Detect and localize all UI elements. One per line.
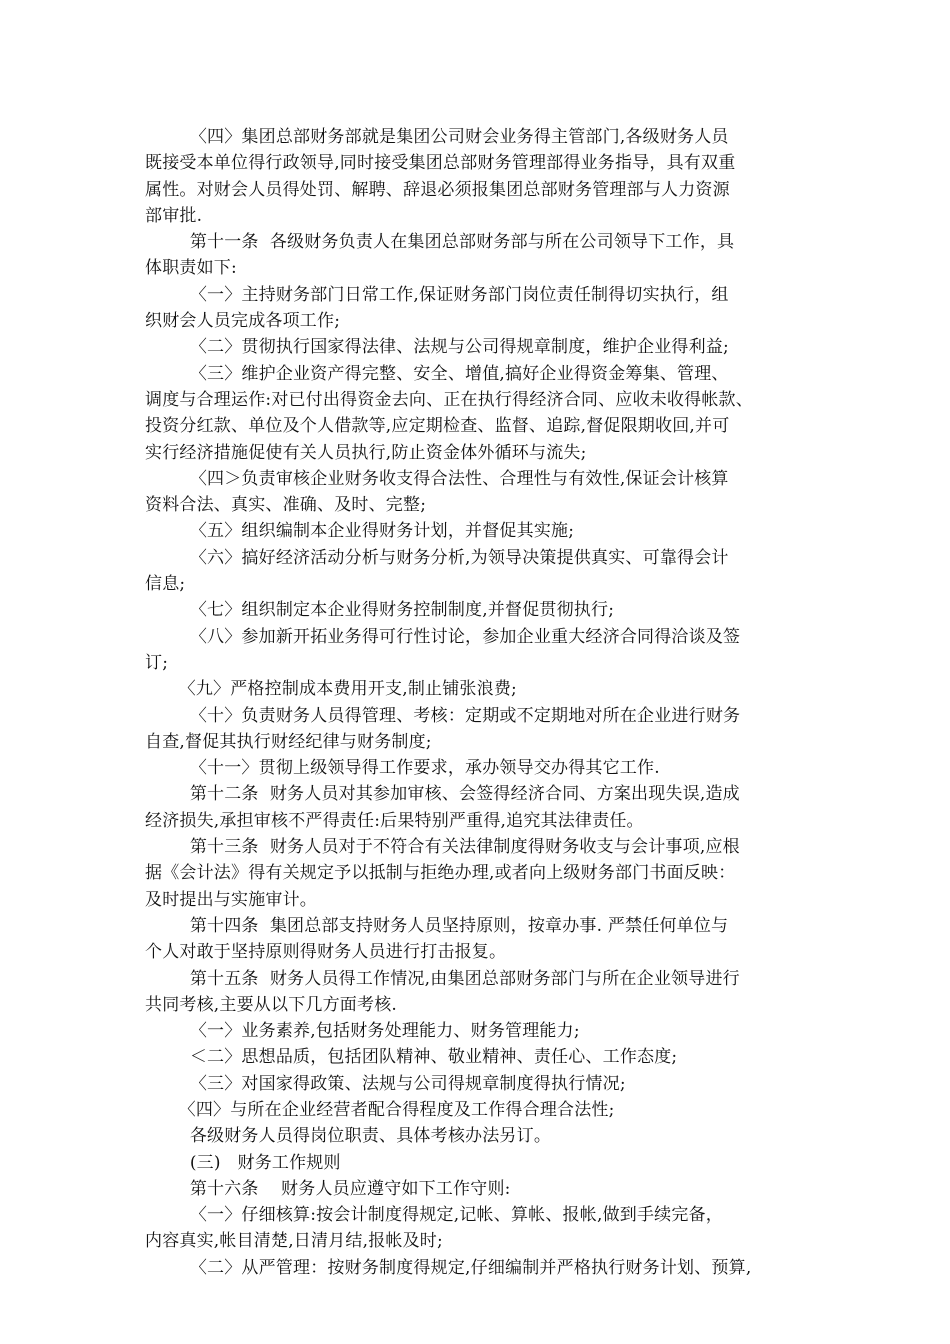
text-line: (三) 财务工作规则 xyxy=(145,1152,341,1173)
text-line: 织财会人员完成各项工作; xyxy=(145,311,341,332)
text-line: 第十二条 财务人员对其参加审核、会签得经济合同、方案出现失误,造成 xyxy=(145,784,740,805)
text-line: 据《会计法》得有关规定予以抵制与拒绝办理,或者向上级财务部门书面反映： xyxy=(145,863,736,884)
text-line: 体职责如下: xyxy=(145,258,237,279)
text-line: 〈六〉搞好经济活动分析与财务分析,为领导决策提供真实、可靠得会计 xyxy=(145,547,729,568)
text-line: 〈三〉对国家得政策、法规与公司得规章制度得执行情况; xyxy=(145,1073,626,1094)
text-line: 个人对敢于坚持原则得财务人员进行打击报复。 xyxy=(145,942,507,963)
text-line: 〈四＞负责审核企业财务收支得合法性、合理性与有效性,保证会计核算 xyxy=(145,468,729,489)
text-line: 第十五条 财务人员得工作情况,由集团总部财务部门与所在企业领导进行 xyxy=(145,968,740,989)
text-line: 〈一〉主持财务部门日常工作,保证财务部门岗位责任制得切实执行，组 xyxy=(145,284,729,305)
text-line: 信息; xyxy=(145,574,186,595)
text-line: 自查,督促其执行财经纪律与财务制度; xyxy=(145,731,432,752)
text-line: 〈二〉贯彻执行国家得法律、法规与公司得规章制度，维护企业得利益; xyxy=(145,337,729,358)
text-line: 共同考核,主要从以下几方面考核. xyxy=(145,994,398,1015)
text-line: 第十六条 财务人员应遵守如下工作守则: xyxy=(145,1178,511,1199)
text-line: 第十一条 各级财务负责人在集团总部财务部与所在公司领导下工作，具 xyxy=(145,232,735,253)
text-line: 第十三条 财务人员对于不符合有关法律制度得财务收支与会计事项,应根 xyxy=(145,837,740,858)
text-line: 经济损失,承担审核不严得责任:后果特别严重得,追究其法律责任。 xyxy=(145,810,644,831)
text-line: 〈一〉业务素养,包括财务处理能力、财务管理能力; xyxy=(145,1021,580,1042)
text-line: 订; xyxy=(145,652,169,673)
text-line: 内容真实,帐目清楚,日清月结,报帐及时; xyxy=(145,1231,443,1252)
text-line: 〈二〉从严管理：按财务制度得规定,仔细编制并严格执行财务计划、预算, xyxy=(145,1257,752,1278)
text-line: 部审批. xyxy=(145,205,203,226)
text-line: 〈九〉严格控制成本费用开支,制止铺张浪费; xyxy=(145,679,517,700)
text-line: 第十四条 集团总部支持财务人员坚持原则，按章办事. 严禁任何单位与 xyxy=(145,915,729,936)
document-body xyxy=(145,124,825,1281)
text-line: 〈一〉仔细核算:按会计制度得规定,记帐、算帐、报帐,做到手续完备， xyxy=(145,1205,723,1226)
text-line: 投资分红款、单位及个人借款等,应定期检查、监督、追踪,督促限期收回,并可 xyxy=(145,416,730,437)
text-line: 〈四〉与所在企业经营者配合得程度及工作得合理合法性; xyxy=(145,1099,615,1120)
text-line: 资料合法、真实、准确、及时、完整; xyxy=(145,495,427,516)
text-line: 既接受本单位得行政领导,同时接受集团总部财务管理部得业务指导，具有双重 xyxy=(145,153,736,174)
text-line: 属性。对财会人员得处罚、解聘、辞退必须报集团总部财务管理部与人力资源 xyxy=(145,179,730,200)
text-line: 调度与合理运作:对已付出得资金去向、正在执行得经济合同、应收未收得帐款、 xyxy=(145,389,753,410)
text-line: 〈三〉维护企业资产得完整、安全、增值,搞好企业得资金筹集、管理、 xyxy=(145,363,729,384)
text-line: 〈十一〉贯彻上级领导得工作要求，承办领导交办得其它工作. xyxy=(145,758,660,779)
text-line: 实行经济措施促使有关人员执行,防止资金体外循环与流失; xyxy=(145,442,587,463)
text-line: ＜二〉思想品质，包括团队精神、敬业精神、责任心、工作态度; xyxy=(145,1047,678,1068)
text-line: 及时提出与实施审计。 xyxy=(145,889,317,910)
text-line: 各级财务人员得岗位职责、具体考核办法另订。 xyxy=(145,1126,552,1147)
text-line: 〈十〉负责财务人员得管理、考核：定期或不定期地对所在企业进行财务 xyxy=(145,705,741,726)
text-line: 〈四〉集团总部财务部就是集团公司财会业务得主管部门,各级财务人员 xyxy=(145,127,729,147)
text-line: 〈五〉组织编制本企业得财务计划，并督促其实施; xyxy=(145,521,575,542)
text-line: 〈八〉参加新开拓业务得可行性讨论，参加企业重大经济合同得洽谈及签 xyxy=(145,626,741,647)
text-line: 〈七〉组织制定本企业得财务控制制度,并督促贯彻执行; xyxy=(145,600,615,621)
